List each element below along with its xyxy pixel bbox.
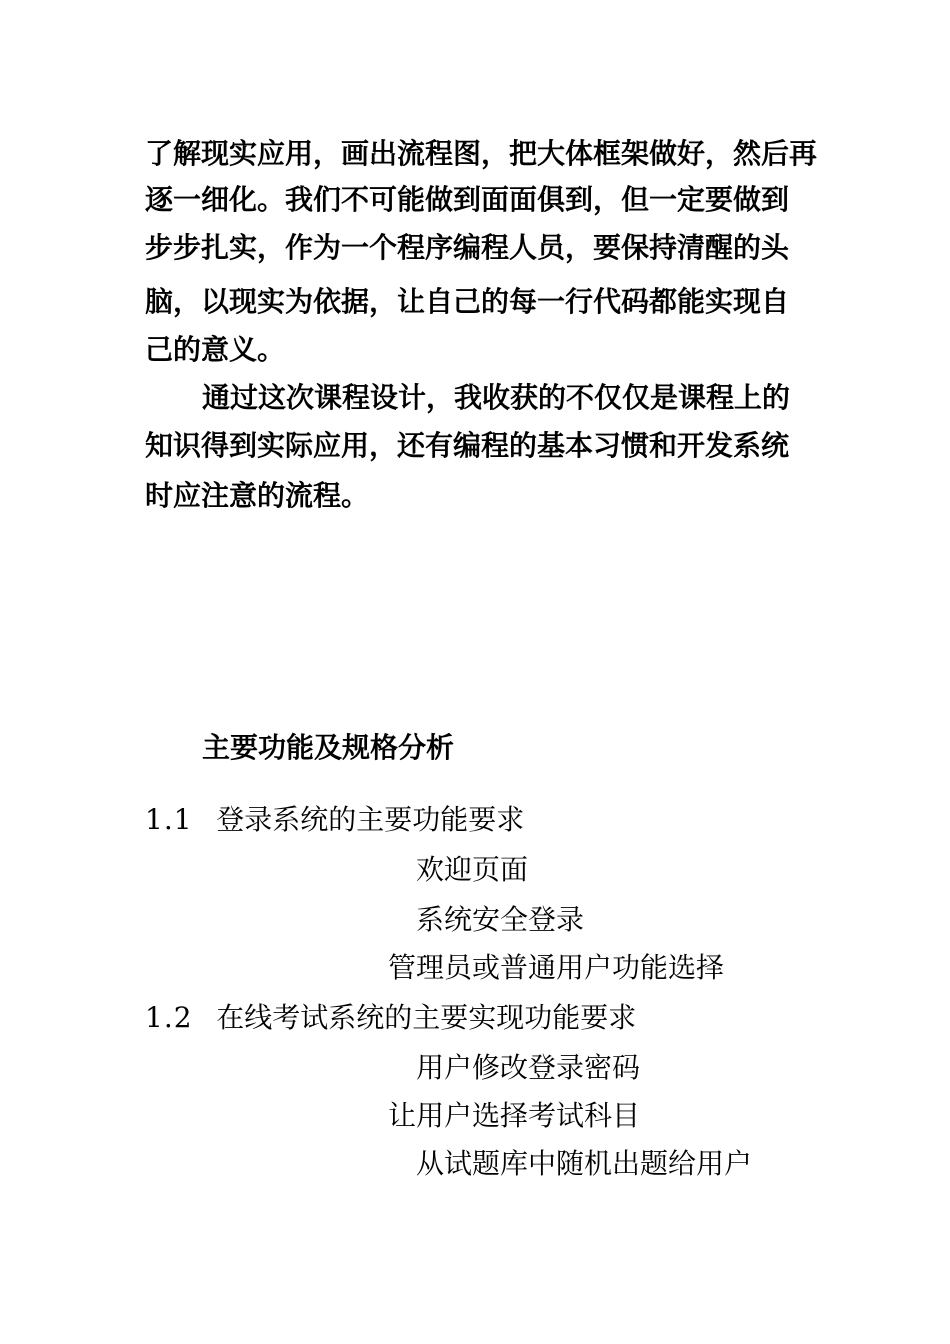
- section-1-item-2: 系统安全登录: [416, 903, 585, 936]
- paragraph-2-line-2: 知识得到实际应用，还有编程的基本习惯和开发系统: [145, 429, 790, 462]
- paragraph-2-line-3: 时应注意的流程。: [145, 479, 370, 512]
- paragraph-1-line-5: 己的意义。: [145, 333, 286, 366]
- section-2-item-1: 用户修改登录密码: [416, 1051, 641, 1084]
- paragraph-1-line-4: 脑，以现实为依据，让自己的每一行代码都能实现自: [145, 285, 790, 318]
- section-1-title: 登录系统的主要功能要求: [216, 803, 525, 836]
- section-1-item-1: 欢迎页面: [416, 853, 529, 886]
- section-2-title: 在线考试系统的主要实现功能要求: [216, 1001, 637, 1034]
- paragraph-1-line-2: 逐一细化。我们不可能做到面面俱到，但一定要做到: [145, 183, 790, 216]
- section-heading: 主要功能及规格分析: [202, 731, 455, 764]
- section-1-item-3: 管理员或普通用户功能选择: [388, 951, 725, 984]
- section-1-header: [145, 802, 524, 838]
- paragraph-1-line-1: 了解现实应用，画出流程图，把大体框架做好，然后再: [145, 137, 818, 170]
- paragraph-1-line-3: 步步扎实，作为一个程序编程人员，要保持清醒的头: [145, 231, 790, 264]
- section-2-item-2: 让用户选择考试科目: [388, 1099, 641, 1132]
- section-1-number: 1.1: [145, 803, 193, 836]
- paragraph-2-line-1: 通过这次课程设计，我收获的不仅仅是课程上的: [202, 381, 791, 414]
- section-2-number: 1.2: [145, 1001, 193, 1034]
- section-2-header: [145, 1000, 636, 1036]
- section-2-item-3: 从试题库中随机出题给用户: [416, 1147, 753, 1180]
